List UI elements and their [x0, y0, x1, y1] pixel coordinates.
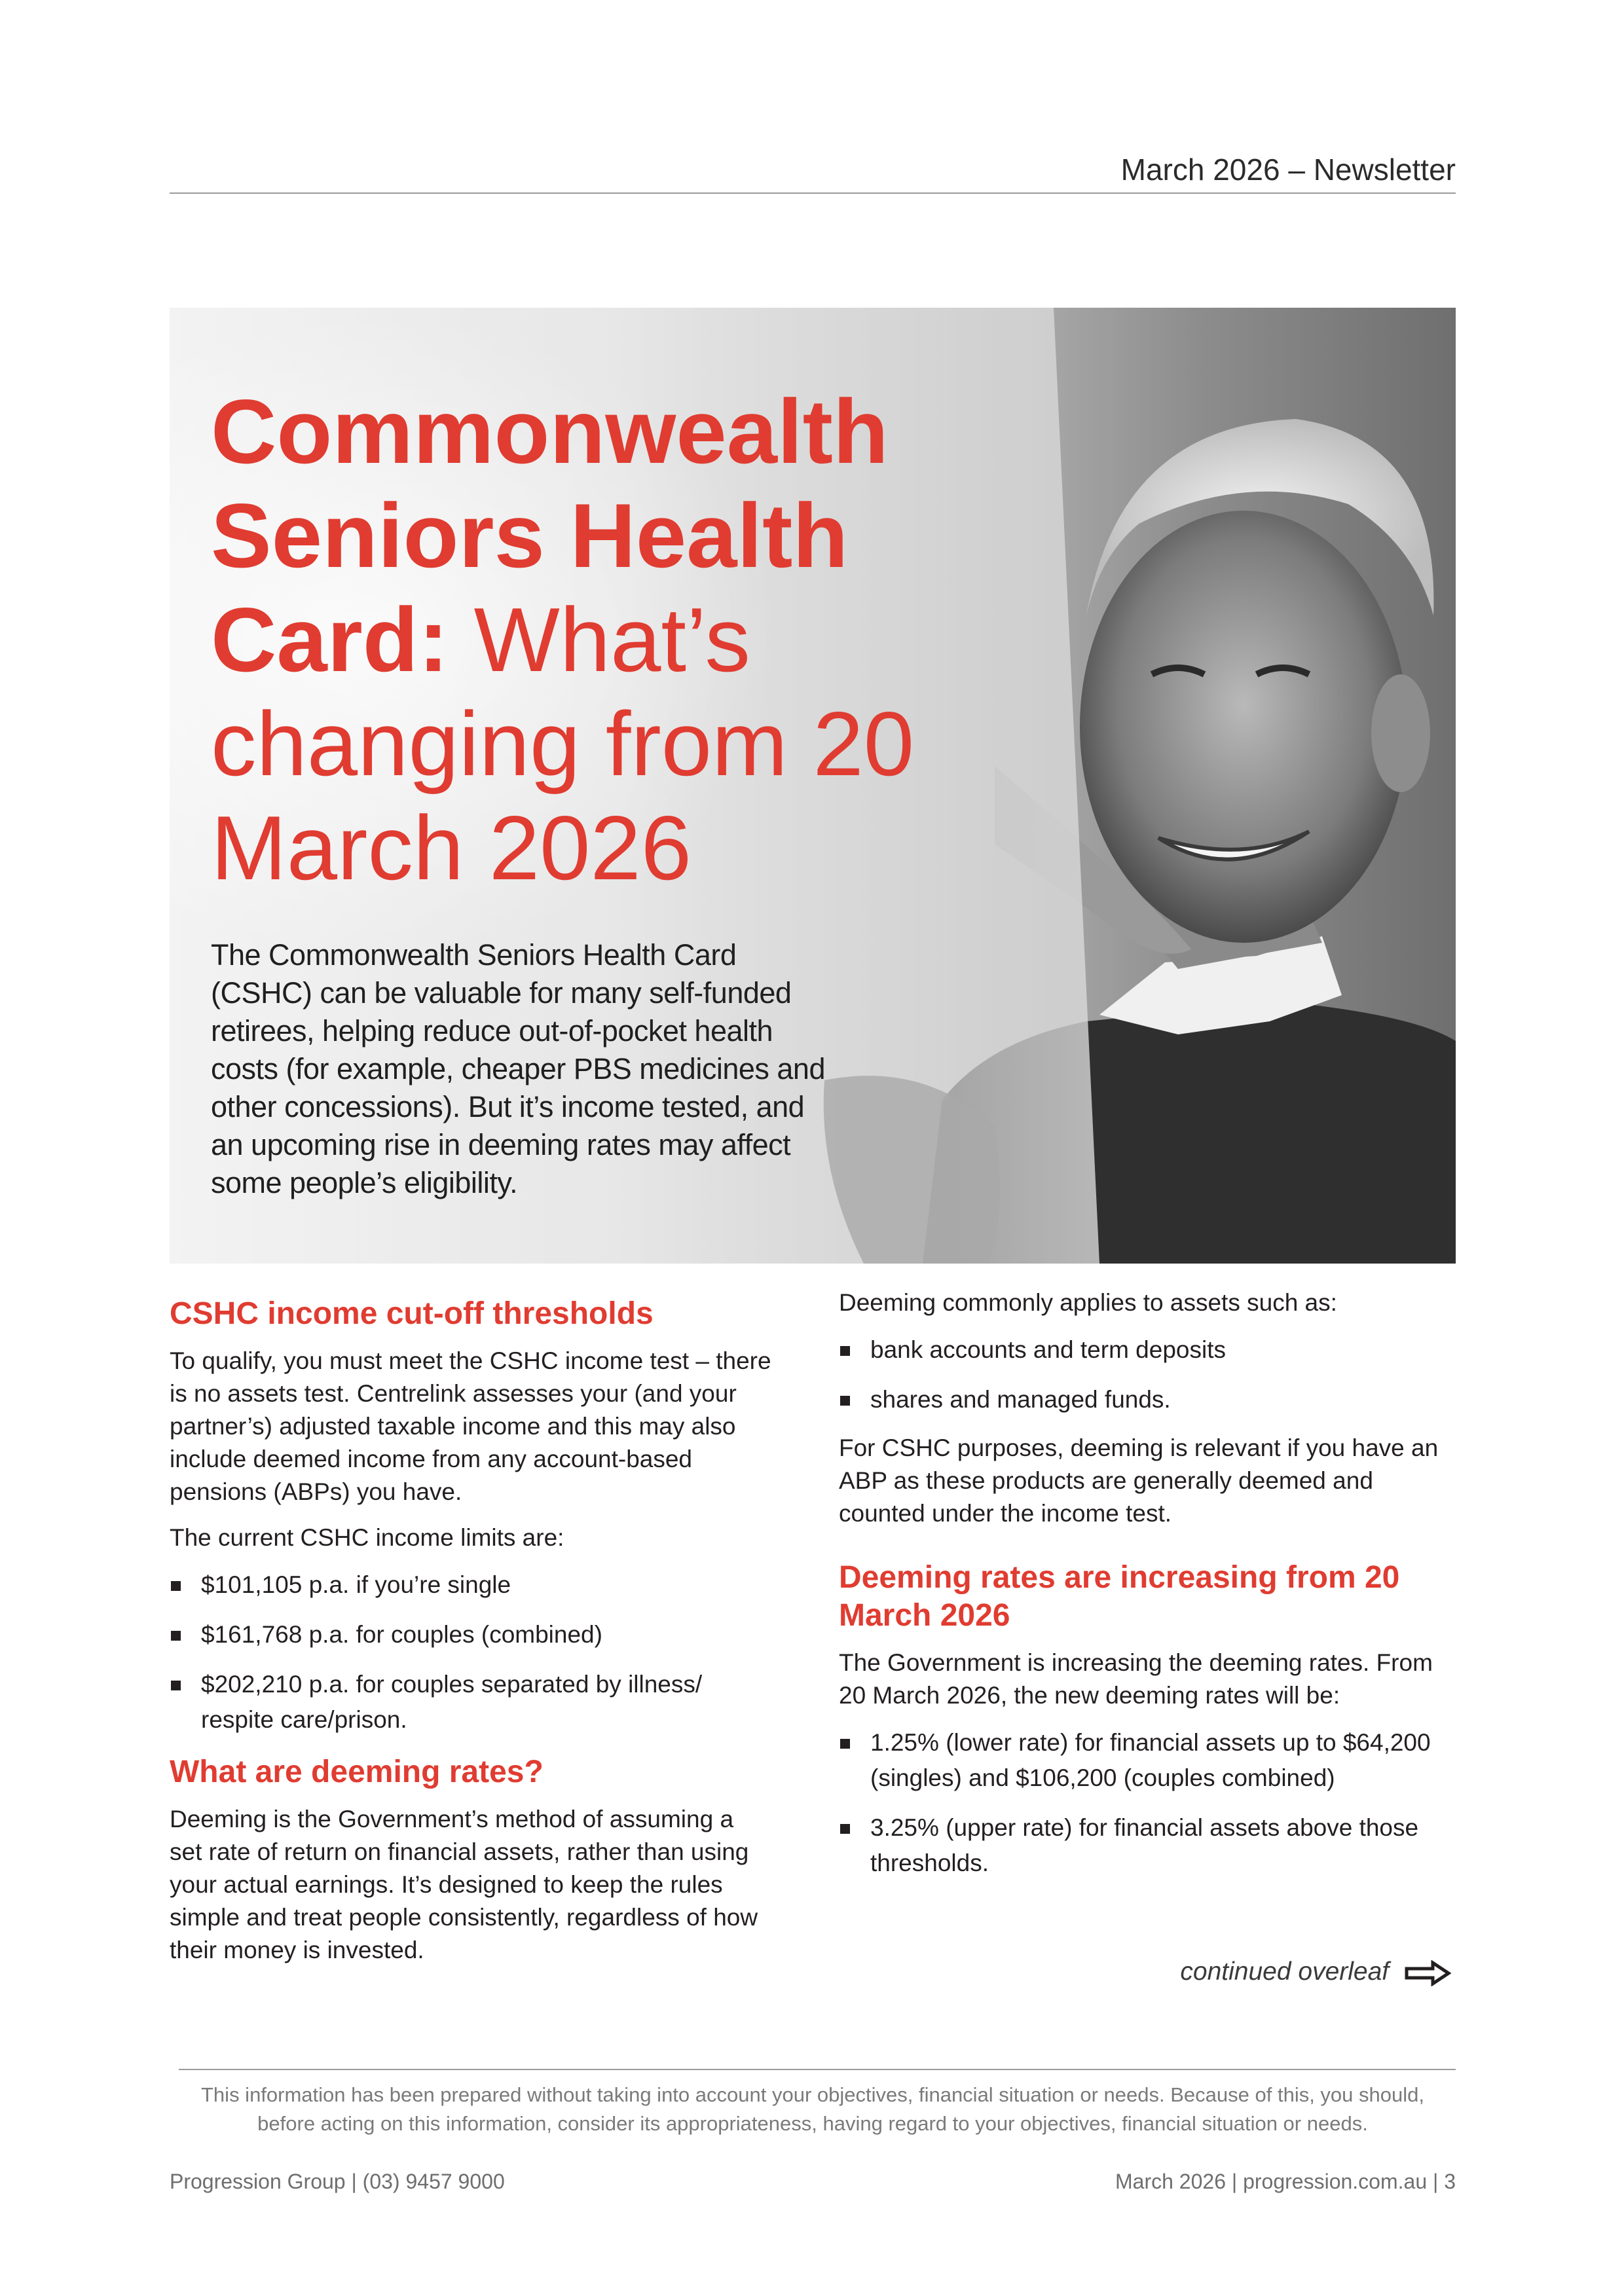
square-bullet-icon: [171, 1631, 181, 1641]
thresholds-paragraph: To qualify, you must meet the CSHC income test – there is no assets test. Centrelink assesses your (and your partner’s) adjusted taxable income and this may also include deemed income from any account-based pensions (ABPs) you have.: [170, 1347, 771, 1505]
list-item: [839, 1725, 1458, 1796]
assets-intro: Deeming commonly applies to assets such as:: [839, 1289, 1337, 1316]
header-divider: [170, 192, 1456, 194]
continued-overleaf[interactable]: [839, 1958, 1451, 1986]
deeming-rates-list: [839, 1725, 1458, 1881]
article-intro: The Commonwealth Seniors Health Card (CSHC) can be valuable for many self-funded retirees, helping reduce out-of-pocket health costs (for example, cheaper PBS medicines and other concessions). But it’s income tested, and an upcoming rise in deeming rates may affect some people’s eligibility.: [211, 938, 825, 1199]
right-column: [839, 1286, 1458, 1895]
list-item-text: $202,210 p.a. for couples separated by illness/ respite care/prison.: [201, 1671, 703, 1733]
list-item-text: shares and managed funds.: [870, 1386, 1171, 1413]
section-heading-rates-increasing: Deeming rates are increasing from 20 March 2026: [839, 1560, 1400, 1633]
list-item-text: bank accounts and term deposits: [870, 1336, 1226, 1363]
square-bullet-icon: [840, 1346, 850, 1356]
limits-intro: The current CSHC income limits are:: [170, 1524, 564, 1551]
cshc-purposes-paragraph: For CSHC purposes, deeming is relevant if you have an ABP as these products are generally deemed and counted under the income test.: [839, 1434, 1439, 1527]
list-item: [170, 1617, 772, 1652]
hero-banner: [170, 308, 1456, 1264]
square-bullet-icon: [840, 1396, 850, 1406]
left-column: [170, 1295, 772, 1980]
square-bullet-icon: [840, 1739, 850, 1749]
section-heading-deeming: What are deeming rates?: [170, 1755, 544, 1789]
footer-company: Progression Group | (03) 9457 9000: [170, 2170, 505, 2193]
disclaimer: This information has been prepared without taking into account your objectives, financial situation or needs. Because of this, you should, before acting on this information, consider its appropriateness, having regard to your objectives, financial situation or needs.: [201, 2083, 1424, 2135]
arrow-right-outline-icon: [1404, 1960, 1451, 1986]
list-item: [170, 1667, 772, 1738]
continued-label: continued overleaf: [1180, 1958, 1390, 1986]
article-title-light: What’s changing from 20 March 2026: [211, 589, 915, 899]
footer-divider: [179, 2069, 1456, 2070]
list-item: [839, 1810, 1458, 1881]
income-limits-list: [170, 1567, 772, 1738]
list-item-text: $101,105 p.a. if you’re single: [201, 1571, 511, 1598]
list-item: [839, 1382, 1458, 1417]
article-title-bold: Commonwealth Seniors Health Card:: [211, 381, 889, 691]
list-item-text: 1.25% (lower rate) for financial assets up to $64,200 (singles) and $106,200 (couples combined): [870, 1729, 1431, 1791]
square-bullet-icon: [840, 1824, 850, 1834]
list-item: [839, 1332, 1458, 1368]
list-item-text: 3.25% (upper rate) for financial assets above those thresholds.: [870, 1814, 1419, 1876]
list-item-text: $161,768 p.a. for couples (combined): [201, 1621, 602, 1648]
deeming-paragraph: Deeming is the Government’s method of assuming a set rate of return on financial assets, rather than using your actual earnings. It’s designed to keep the rules simple and treat people consistently, regardless of how their money is invested.: [170, 1806, 758, 1963]
rates-intro: The Government is increasing the deeming rates. From 20 March 2026, the new deeming rates will be:: [839, 1649, 1433, 1709]
square-bullet-icon: [171, 1581, 181, 1591]
article-title: [211, 380, 997, 900]
footer-page-info: March 2026 | progression.com.au | 3: [1115, 2170, 1456, 2193]
section-heading-thresholds: CSHC income cut-off thresholds: [170, 1296, 654, 1331]
square-bullet-icon: [171, 1681, 181, 1690]
list-item: [170, 1567, 772, 1603]
newsletter-header: March 2026 – Newsletter: [1120, 153, 1456, 187]
assets-list: [839, 1332, 1458, 1417]
